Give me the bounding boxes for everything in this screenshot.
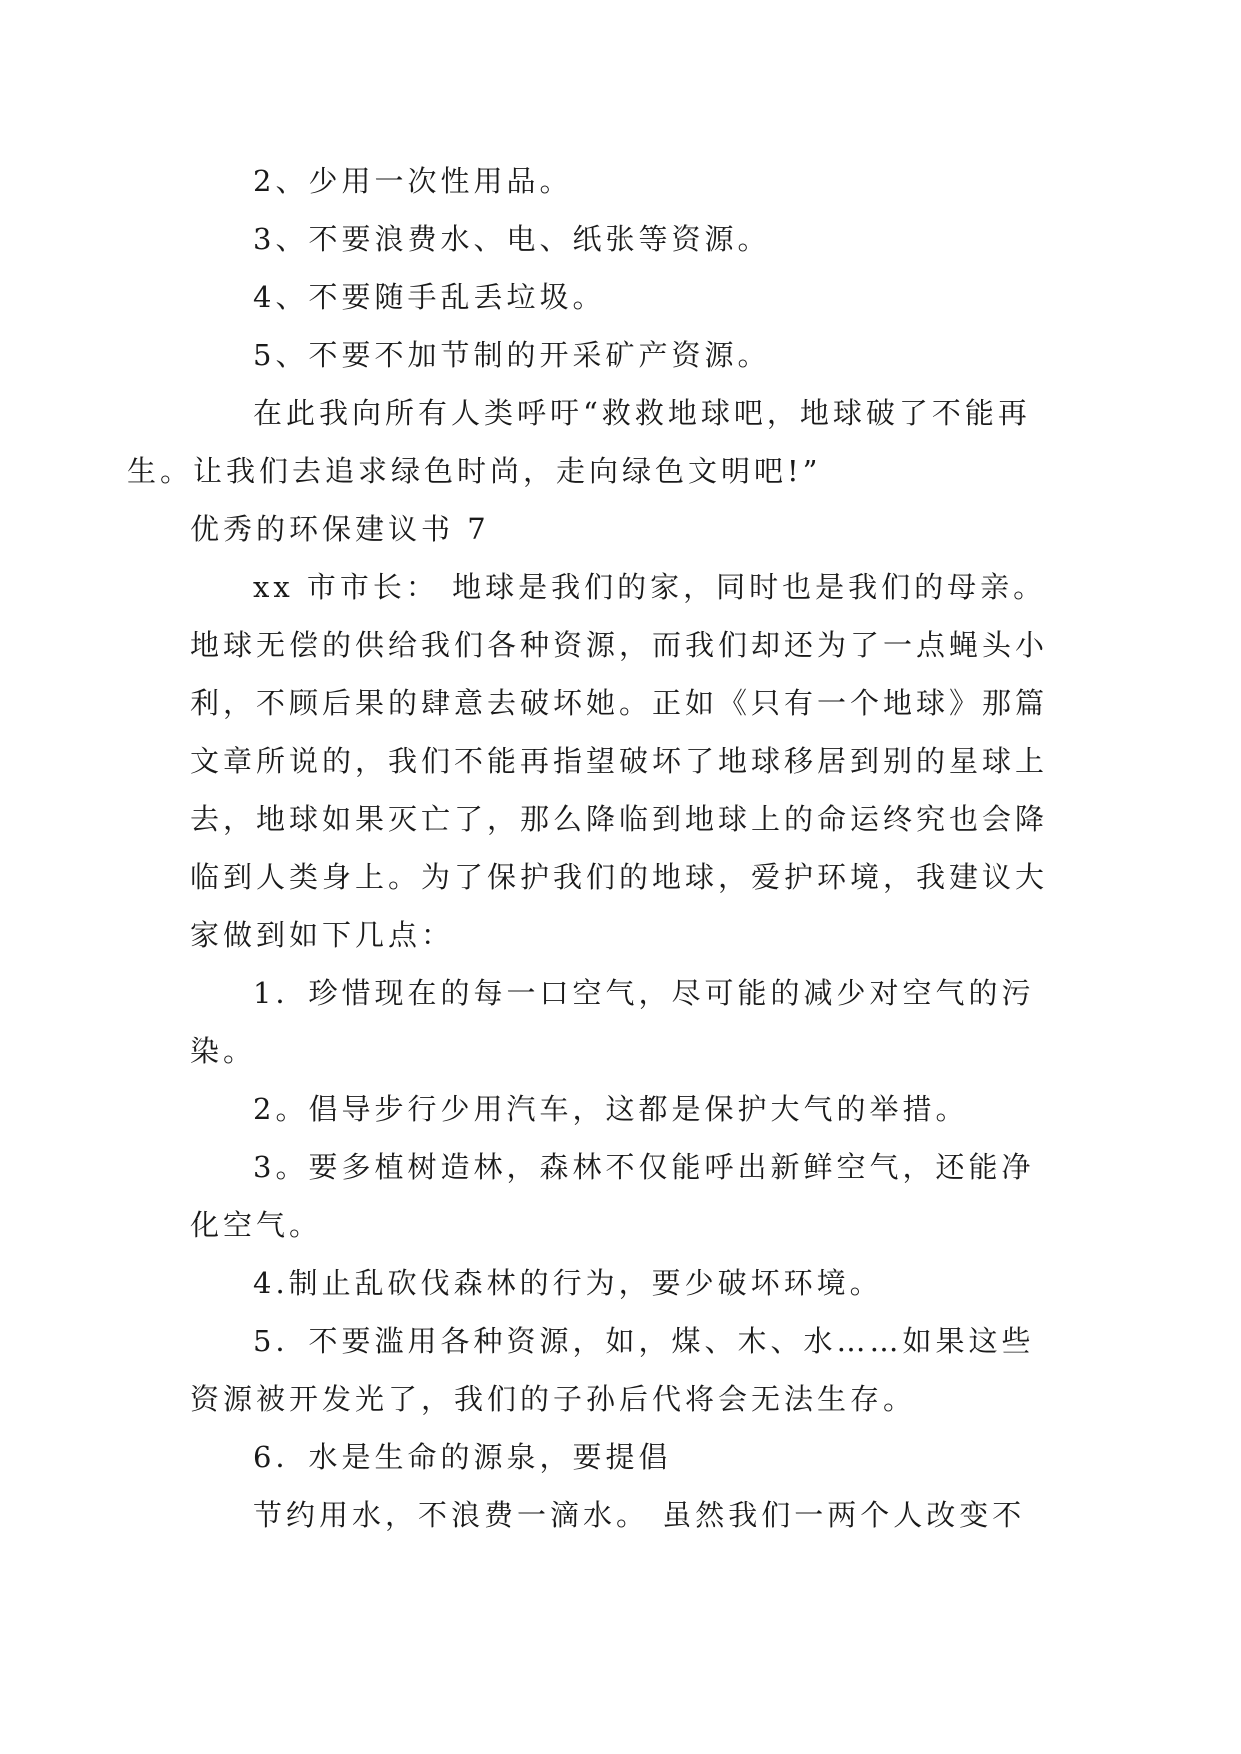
paragraph-line: 1．珍惜现在的每一口空气，尽可能的减少对空气的污 bbox=[253, 976, 1035, 1010]
suggestion-water: 6．水是生命的源泉，要提倡 bbox=[253, 1440, 672, 1474]
suggestion-water-continued: 节约用水，不浪费一滴水。 虽然我们一两个人改变不 bbox=[253, 1498, 1026, 1532]
list-item-save-resources: 3、不要浪费水、电、纸张等资源。 bbox=[253, 222, 771, 256]
paragraph-line: 临到人类身上。为了保护我们的地球，爱护环境，我建议大 bbox=[190, 860, 1049, 894]
section-heading: 优秀的环保建议书 7 bbox=[190, 512, 490, 546]
appeal-paragraph bbox=[127, 384, 1050, 500]
paragraph-line: 5．不要滥用各种资源，如，煤、木、水……如果这些 bbox=[253, 1324, 1035, 1358]
paragraph-line: 利，不顾后果的肆意去破坏她。正如《只有一个地球》那篇 bbox=[190, 686, 1049, 720]
document-body bbox=[127, 152, 1050, 1544]
suggestion-air bbox=[190, 964, 1050, 1080]
suggestion-walking: 2。倡导步行少用汽车，这都是保护大气的举措。 bbox=[253, 1092, 969, 1126]
paragraph-line: 化空气。 bbox=[190, 1208, 323, 1242]
list-item-mining-control: 5、不要不加节制的开采矿产资源。 bbox=[253, 338, 771, 372]
suggestion-forest: 4.制止乱砍伐森林的行为，要少破坏环境。 bbox=[253, 1266, 883, 1300]
paragraph-line: 去，地球如果灭亡了，那么降临到地球上的命运终究也会降 bbox=[190, 802, 1049, 836]
paragraph-line: 染。 bbox=[190, 1034, 257, 1068]
paragraph-line: 家做到如下几点： bbox=[190, 918, 455, 952]
paragraph-line: 文章所说的，我们不能再指望破坏了地球移居到别的星球上 bbox=[190, 744, 1049, 778]
paragraph-line: 3。要多植树造林，森林不仅能呼出新鲜空气，还能净 bbox=[253, 1150, 1035, 1184]
intro-paragraph bbox=[190, 558, 1050, 964]
list-item-no-littering: 4、不要随手乱丢垃圾。 bbox=[253, 280, 606, 314]
suggestion-resources bbox=[190, 1312, 1050, 1428]
paragraph-line: xx 市市长： 地球是我们的家，同时也是我们的母亲。 bbox=[253, 570, 1047, 604]
suggestion-trees bbox=[190, 1138, 1050, 1254]
paragraph-line: 资源被开发光了，我们的子孙后代将会无法生存。 bbox=[190, 1382, 917, 1416]
list-item-reduce-disposables: 2、少用一次性用品。 bbox=[253, 164, 573, 198]
paragraph-line: 在此我向所有人类呼吁“救救地球吧，地球破了不能再 bbox=[253, 396, 1031, 430]
paragraph-line: 地球无偿的供给我们各种资源，而我们却还为了一点蝇头小 bbox=[190, 628, 1049, 662]
paragraph-line: 生。让我们去追求绿色时尚，走向绿色文明吧!” bbox=[127, 454, 822, 488]
